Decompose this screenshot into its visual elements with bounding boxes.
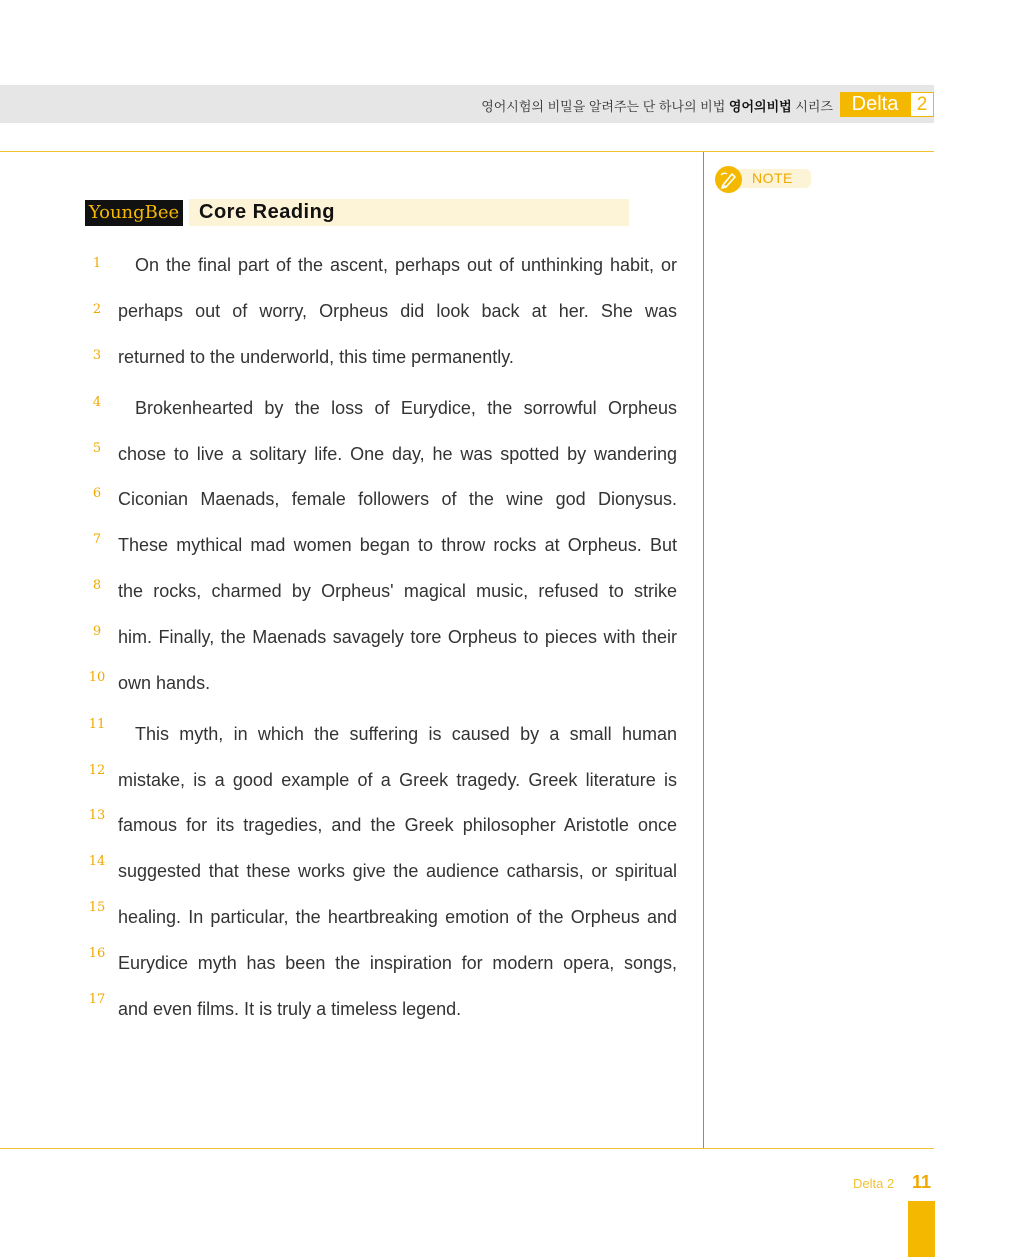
section-title: Core Reading xyxy=(199,201,336,223)
top-rule xyxy=(0,151,934,152)
note-column-divider xyxy=(703,152,704,1148)
line-text: and even films. It is truly a timeless legend. xyxy=(118,999,462,1019)
passage-line xyxy=(85,347,677,373)
passage-line xyxy=(85,624,677,653)
line-number: 9 xyxy=(92,624,102,639)
line-number: 14 xyxy=(88,854,106,869)
page-tab xyxy=(908,1201,935,1257)
footer-book-level: Delta 2 xyxy=(853,1176,895,1191)
line-text: mistake, is a good example of a Greek tragedy. Greek literature is xyxy=(118,770,677,790)
passage-line xyxy=(85,441,677,470)
line-text: chose to live a solitary life. One day, he was spotted by wandering xyxy=(118,444,677,464)
line-text: This myth, in which the suffering is caused by a small human xyxy=(135,724,677,744)
line-number: 10 xyxy=(88,670,106,685)
line-text: Brokenhearted by the loss of Eurydice, the sorrowful Orpheus xyxy=(135,398,677,418)
passage-line xyxy=(85,486,677,515)
passage-line xyxy=(85,854,677,887)
line-number: 15 xyxy=(88,900,106,915)
line-number: 17 xyxy=(88,992,106,1007)
passage-line xyxy=(85,946,677,979)
line-text: Ciconian Maenads, female followers of the wine god Dionysus. xyxy=(118,489,677,509)
line-number: 11 xyxy=(88,717,106,732)
line-text: own hands. xyxy=(118,673,211,693)
level-badge: 2 xyxy=(910,92,934,117)
line-number: 12 xyxy=(88,763,106,778)
passage-line xyxy=(85,532,677,561)
line-number: 1 xyxy=(92,256,102,271)
series-title-brand: 영어의비법 xyxy=(728,99,792,114)
passage-line xyxy=(85,808,677,841)
line-text: returned to the underworld, this time permanently. xyxy=(118,347,514,367)
line-text: famous for its tragedies, and the Greek philosopher Aristotle once xyxy=(118,815,677,835)
line-number: 4 xyxy=(92,395,102,410)
line-text: healing. In particular, the heartbreaking emotion of the Orpheus and xyxy=(118,907,677,927)
line-number: 16 xyxy=(88,946,106,961)
pen-icon xyxy=(715,166,742,193)
line-number: 5 xyxy=(92,441,102,456)
line-text: suggested that these works give the audience catharsis, or spiritual xyxy=(118,861,677,881)
line-number: 8 xyxy=(92,578,102,593)
passage-line xyxy=(85,900,677,933)
line-text: him. Finally, the Maenads savagely tore Orpheus to pieces with their xyxy=(118,627,677,647)
passage-line xyxy=(85,578,677,607)
note-label: NOTE xyxy=(752,170,793,186)
line-number: 3 xyxy=(92,348,102,363)
line-text: These mythical mad women began to throw rocks at Orpheus. But xyxy=(118,535,677,555)
line-number: 6 xyxy=(92,486,102,501)
note-tab xyxy=(715,166,811,190)
passage-line xyxy=(85,255,677,281)
series-title xyxy=(481,96,833,115)
line-text: perhaps out of worry, Orpheus did look back at her. She was xyxy=(118,301,677,321)
line-number: 13 xyxy=(88,808,106,823)
line-number: 7 xyxy=(92,532,102,547)
bottom-rule xyxy=(0,1148,934,1149)
line-text: the rocks, charmed by Orpheus' magical music, refused to strike xyxy=(118,581,677,601)
section-badge: YoungBee xyxy=(85,200,183,226)
passage-line xyxy=(85,717,677,750)
passage-line xyxy=(85,992,677,1025)
series-title-prefix: 영어시험의 비밀을 알려주는 단 하나의 비법 xyxy=(481,99,729,114)
passage-line xyxy=(85,763,677,796)
passage-line xyxy=(85,670,677,699)
page-number: 11 xyxy=(912,1172,932,1192)
line-text: On the final part of the ascent, perhaps out of unthinking habit, or xyxy=(135,255,677,275)
series-title-suffix: 시리즈 xyxy=(791,99,833,114)
book-badge: Delta xyxy=(840,92,910,117)
line-text: Eurydice myth has been the inspiration for modern opera, songs, xyxy=(118,953,677,973)
passage-line xyxy=(85,301,677,327)
passage-line xyxy=(85,395,677,424)
line-number: 2 xyxy=(92,302,102,317)
